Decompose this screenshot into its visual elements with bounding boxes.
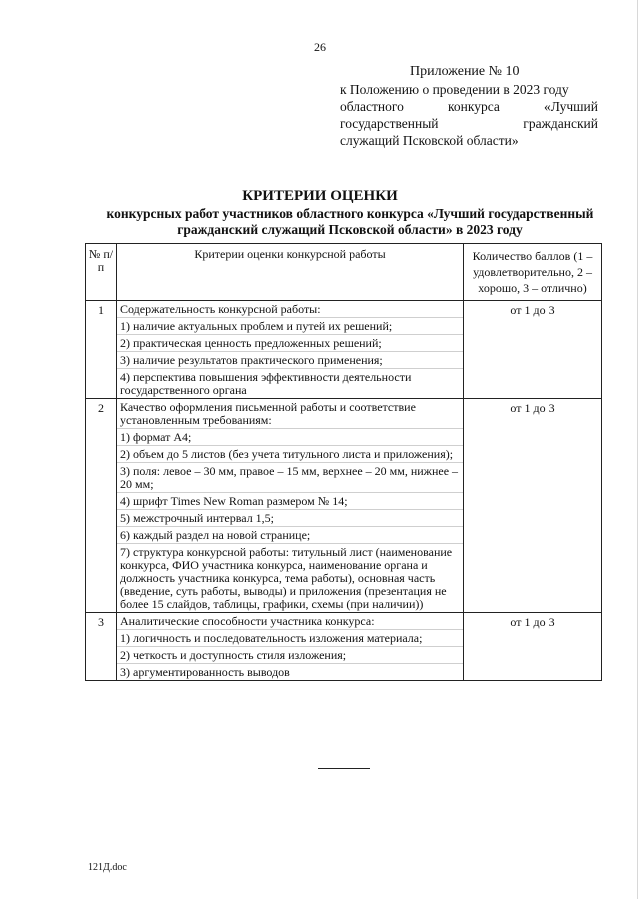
- criterion-item: 2) четкость и доступность стиля изложения;: [117, 646, 463, 663]
- page-number: 26: [314, 40, 326, 54]
- criterion-cell: [117, 613, 464, 681]
- criterion-item: 3) аргументированность выводов: [117, 663, 463, 680]
- header-criteria: Критерии оценки конкурсной работы: [117, 244, 464, 301]
- annex-text: [340, 81, 598, 149]
- criterion-item: 1) формат А4;: [117, 428, 463, 445]
- document-subtitle: конкурсных работ участников областного конкурса «Лучший государственный гражданский служащий Псковской области» в 2023 году: [106, 206, 594, 237]
- table-row: [86, 301, 602, 399]
- annex-title: Приложение № 10: [410, 64, 520, 79]
- annex-line: областного конкурса «Лучший: [340, 99, 598, 114]
- header-num: № п/п: [86, 244, 117, 301]
- file-name-footer: 121Д.doc: [88, 862, 127, 873]
- criterion-item: 3) поля: левое – 30 мм, правое – 15 мм, верхнее – 20 мм, нижнее – 20 мм;: [117, 462, 463, 492]
- annex-line: служащий Псковской области»: [340, 133, 519, 148]
- criterion-item: 1) логичность и последовательность изложения материала;: [117, 629, 463, 646]
- closing-divider: [318, 768, 370, 769]
- criterion-item: 4) перспектива повышения эффективности деятельности государственного органа: [117, 368, 463, 398]
- criteria-table: [85, 243, 602, 681]
- criterion-item: 2) практическая ценность предложенных решений;: [117, 334, 463, 351]
- criterion-item: 4) шрифт Times New Roman размером № 14;: [117, 492, 463, 509]
- document-title: КРИТЕРИИ ОЦЕНКИ: [242, 188, 398, 204]
- annex-line: государственный гражданский: [340, 116, 598, 131]
- annex-block: [340, 63, 598, 149]
- criterion-item: 6) каждый раздел на новой странице;: [117, 526, 463, 543]
- header-score: Количество баллов (1 – удовлетворительно, 2 – хорошо, 3 – отлично): [464, 244, 602, 301]
- table-body: [86, 301, 602, 681]
- table-row: [86, 399, 602, 613]
- score-range: от 1 до 3: [464, 301, 602, 399]
- criterion-item: 5) межстрочный интервал 1,5;: [117, 509, 463, 526]
- criterion-item: 2) объем до 5 листов (без учета титульного листа и приложения);: [117, 445, 463, 462]
- criterion-item: 3) наличие результатов практического применения;: [117, 351, 463, 368]
- criterion-item: 1) наличие актуальных проблем и путей их решений;: [117, 317, 463, 334]
- row-number: 3: [86, 613, 117, 681]
- score-range: от 1 до 3: [464, 399, 602, 613]
- criterion-cell: [117, 301, 464, 399]
- row-number: 1: [86, 301, 117, 399]
- table-header-row: [86, 244, 602, 301]
- criterion-cell: [117, 399, 464, 613]
- table-row: [86, 613, 602, 681]
- score-range: от 1 до 3: [464, 613, 602, 681]
- criterion-title: Аналитические способности участника конкурса:: [120, 614, 375, 628]
- annex-line: к Положению о проведении в 2023 году: [340, 82, 569, 97]
- criterion-item: 7) структура конкурсной работы: титульный лист (наименование конкурса, ФИО участника конкурса, наименование органа и должность участника конкурса, тема работы), основная часть (введение, суть работы, выводы) и приложения (презентация не более 15 слайдов, таблицы, графики, схемы (при наличии)): [117, 543, 463, 612]
- row-number: 2: [86, 399, 117, 613]
- scan-edge-line: [637, 0, 638, 899]
- criterion-title: Качество оформления письменной работы и соответствие установленным требованиям:: [120, 400, 416, 427]
- criterion-title: Содержательность конкурсной работы:: [120, 302, 321, 316]
